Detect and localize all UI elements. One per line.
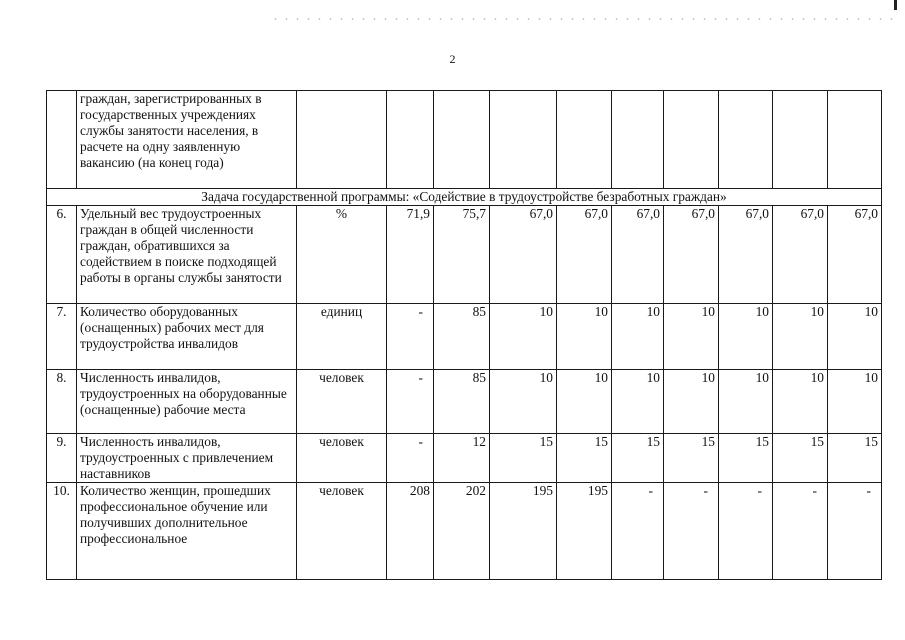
cell-value [557, 91, 612, 189]
cell-value [434, 91, 490, 189]
table-row [47, 434, 882, 483]
cell-value: 67,0 [828, 206, 882, 304]
cell-value: 10 [612, 304, 664, 370]
cell-value: 67,0 [557, 206, 612, 304]
cell-value [387, 91, 434, 189]
cell-unit: человек [297, 483, 387, 580]
cell-value: 75,7 [434, 206, 490, 304]
table-row-task-heading [47, 189, 882, 206]
cell-value: 10 [664, 304, 719, 370]
cell-value: 10 [612, 370, 664, 434]
cell-num: 6. [47, 206, 77, 304]
cell-num: 10. [47, 483, 77, 580]
cell-indicator-name: Численность инвалидов, трудоустроенных на оборудованные (оснащенные) рабочие места [77, 370, 297, 434]
cell-value: - [719, 483, 773, 580]
cell-value [719, 91, 773, 189]
cell-value: 15 [719, 434, 773, 483]
cell-unit: человек [297, 370, 387, 434]
cell-num: 9. [47, 434, 77, 483]
cell-value: - [828, 483, 882, 580]
cell-num [47, 91, 77, 189]
scan-edge-mark [894, 0, 897, 10]
cell-value: 67,0 [773, 206, 828, 304]
cell-value: - [387, 434, 434, 483]
cell-value: 195 [557, 483, 612, 580]
cell-value [773, 91, 828, 189]
cell-value: 10 [828, 304, 882, 370]
cell-value: 15 [828, 434, 882, 483]
table-row [47, 304, 882, 370]
cell-value: 15 [612, 434, 664, 483]
cell-value: 10 [828, 370, 882, 434]
scan-noise [270, 18, 895, 20]
cell-num: 7. [47, 304, 77, 370]
cell-value: 10 [557, 370, 612, 434]
cell-value: 10 [719, 370, 773, 434]
cell-value: 71,9 [387, 206, 434, 304]
cell-value: 10 [490, 304, 557, 370]
cell-value: - [773, 483, 828, 580]
table-row-continuation [47, 91, 882, 189]
cell-unit: единиц [297, 304, 387, 370]
cell-value: 85 [434, 304, 490, 370]
cell-value: 10 [773, 370, 828, 434]
cell-indicator-name: Удельный вес трудоустроенных граждан в общей численности граждан, обратившихся за содействием в поиске подходящей работы в органы службы занятости [77, 206, 297, 304]
cell-value: 67,0 [490, 206, 557, 304]
cell-value: 208 [387, 483, 434, 580]
table-row [47, 483, 882, 580]
cell-value: - [612, 483, 664, 580]
cell-unit [297, 91, 387, 189]
task-heading: Задача государственной программы: «Содействие в трудоустройстве безработных граждан» [47, 189, 882, 206]
cell-unit: % [297, 206, 387, 304]
cell-value: 67,0 [612, 206, 664, 304]
cell-value: 15 [490, 434, 557, 483]
cell-value: - [387, 370, 434, 434]
cell-num: 8. [47, 370, 77, 434]
cell-indicator-name: Численность инвалидов, трудоустроенных с привлечением наставников [77, 434, 297, 483]
cell-value: - [387, 304, 434, 370]
cell-value: - [664, 483, 719, 580]
cell-value: 10 [490, 370, 557, 434]
cell-value: 10 [719, 304, 773, 370]
table-row [47, 370, 882, 434]
cell-value: 15 [773, 434, 828, 483]
cell-value: 15 [557, 434, 612, 483]
cell-value: 15 [664, 434, 719, 483]
cell-value: 10 [773, 304, 828, 370]
program-indicators-table [46, 90, 882, 580]
cell-value: 67,0 [719, 206, 773, 304]
cell-indicator-name: Количество оборудованных (оснащенных) рабочих мест для трудоустройства инвалидов [77, 304, 297, 370]
cell-value: 85 [434, 370, 490, 434]
cell-value [612, 91, 664, 189]
cell-value [490, 91, 557, 189]
cell-value [828, 91, 882, 189]
table-row [47, 206, 882, 304]
cell-value: 10 [557, 304, 612, 370]
cell-value: 67,0 [664, 206, 719, 304]
page-number: 2 [449, 52, 456, 66]
cell-indicator-name: Количество женщин, прошедших профессиональное обучение или получивших дополнительное профессиональное [77, 483, 297, 580]
cell-value: 202 [434, 483, 490, 580]
cell-value: 195 [490, 483, 557, 580]
cell-value [664, 91, 719, 189]
cell-unit: человек [297, 434, 387, 483]
cell-indicator-name: граждан, зарегистрированных в государственных учреждениях службы занятости населения, в расчете на одну заявленную вакансию (на конец года) [77, 91, 297, 189]
cell-value: 10 [664, 370, 719, 434]
cell-value: 12 [434, 434, 490, 483]
